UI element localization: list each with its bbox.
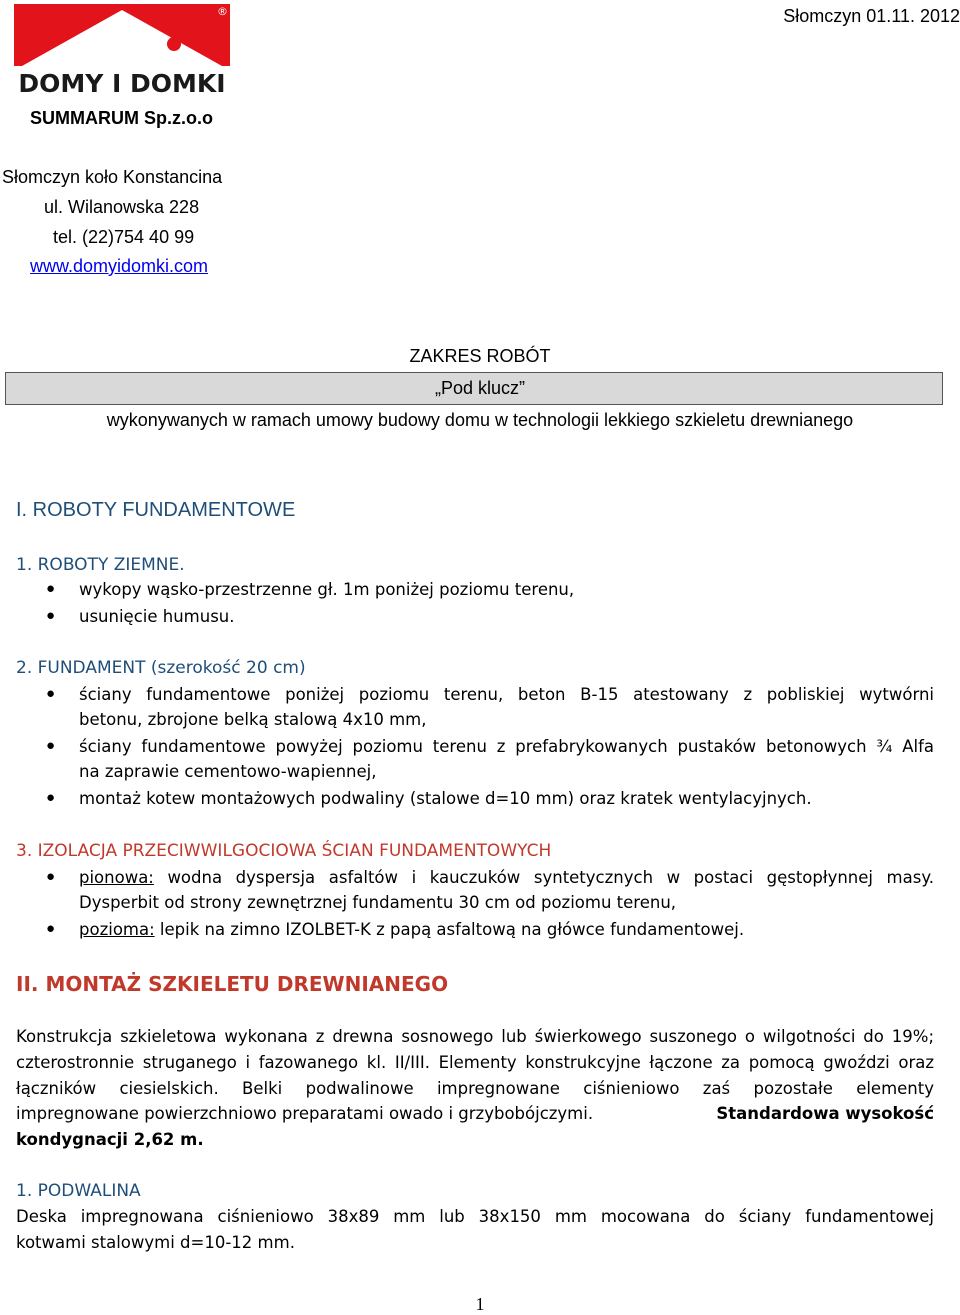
paragraph-line (16, 1027, 934, 1046)
horizontal-label: pozioma: (79, 920, 155, 939)
standard-height-value: kondygnacji 2,62 m. (16, 1130, 204, 1149)
list-item-text: montaż kotew montażowych podwaliny (stalowe d=10 mm) oraz kratek wentylacyjnych. (79, 789, 812, 808)
title-turnkey: „Pod klucz” (434, 378, 526, 398)
bullet-icon: ● (46, 737, 56, 754)
subsection-1-3-heading: 3. IZOLACJA PRZECIWWILGOCIOWA ŚCIAN FUNDAMENTOWYCH (16, 841, 552, 861)
list-item-text: ściany fundamentowe poniżej poziomu terenu, beton B-15 atestowany z pobliskiej wytwórni (79, 685, 934, 704)
list-item-continuation: na zaprawie cementowo-wapiennej, (79, 762, 377, 781)
page-number: 1 (475, 1294, 485, 1314)
list-item-text (79, 917, 934, 943)
section-1-heading: I. ROBOTY FUNDAMENTOWE (16, 499, 296, 521)
subsection-2-1-heading: 1. PODWALINA (16, 1181, 141, 1201)
section-2-heading: II. MONTAŻ SZKIELETU DREWNIANEGO (16, 972, 449, 996)
horizontal-text: lepik na zimno IZOLBET-K z papą asfaltową na główce fundamentowej. (154, 920, 745, 939)
paragraph-line-text: Konstrukcja szkieletowa wykonana z drewna sosnowego lub świerkowego suszonego o wilgotności do 19%; (16, 1027, 934, 1046)
company-name: SUMMARUM Sp.z.o.o (30, 108, 213, 128)
bullet-icon: ● (46, 789, 56, 806)
paragraph-line (16, 1104, 934, 1123)
bullet-icon: ● (46, 580, 56, 597)
house-logo-icon (14, 4, 230, 96)
bullet-icon: ● (46, 685, 56, 702)
logo-text: DOMY I DOMKI (18, 69, 226, 96)
paragraph-line-text: Deska impregnowana ciśnieniowo 38x89 mm lub 38x150 mm mocowana do ściany fundamentowej (16, 1207, 934, 1226)
list-item-text: wykopy wąsko-przestrzenne gł. 1m poniżej poziomu terenu, (79, 580, 575, 599)
paragraph-line (16, 1053, 934, 1072)
list-item-text: ściany fundamentowe powyżej poziomu terenu z prefabrykowanych pustaków betonowych ¾ Alfa (79, 737, 934, 756)
subsection-1-2-heading: 2. FUNDAMENT (szerokość 20 cm) (16, 658, 306, 678)
list-item-text (79, 865, 934, 891)
subsection-1-1-heading: 1. ROBOTY ZIEMNE. (16, 555, 185, 575)
vertical-label: pionowa: (79, 868, 154, 887)
address-line-1: Słomczyn koło Konstancina (2, 167, 223, 187)
paragraph-line-text: łączników ciesielskich. Belki podwalinowe impregnowane ciśnieniowo zaś pozostałe elementy (16, 1079, 934, 1098)
bullet-icon: ● (46, 920, 56, 937)
standard-height-label: Standardowa wysokość (716, 1104, 934, 1123)
document-date: Słomczyn 01.11. 2012 (783, 6, 960, 26)
list-item-continuation: Dysperbit od strony zewnętrznej fundamentu 30 cm od poziomu terenu, (79, 893, 677, 912)
title-scope: ZAKRES ROBÓT (409, 346, 551, 366)
paragraph-line-text: czterostronnie struganego i fazowanego kl. II/III. Elementy konstrukcyjne łączone za pomocą gwoździ oraz (16, 1053, 934, 1072)
paragraph-line (16, 1207, 934, 1226)
company-logo (14, 4, 230, 96)
paragraph-line-text: impregnowane powierzchniowo preparatami owado i grzybobójczymi. (16, 1104, 594, 1123)
list-item-text: usunięcie humusu. (79, 607, 235, 626)
registered-mark: ® (217, 5, 228, 18)
list-item-continuation: betonu, zbrojone belką stalową 4x10 mm, (79, 710, 427, 729)
bullet-icon: ● (46, 868, 56, 885)
website-link[interactable]: www.domyidomki.com (30, 256, 209, 276)
bullet-icon: ● (46, 607, 56, 624)
title-description: wykonywanych w ramach umowy budowy domu w technologii lekkiego szkieletu drewnianego (106, 410, 854, 430)
phone-number: tel. (22)754 40 99 (53, 227, 195, 247)
paragraph-line (16, 1079, 934, 1098)
paragraph-line-text: kotwami stalowymi d=10-12 mm. (16, 1233, 295, 1252)
address-line-2: ul. Wilanowska 228 (44, 197, 200, 217)
vertical-text: wodna dyspersja asfaltów i kauczuków syntetycznych w postaci gęstopłynnej masy. (153, 868, 934, 887)
